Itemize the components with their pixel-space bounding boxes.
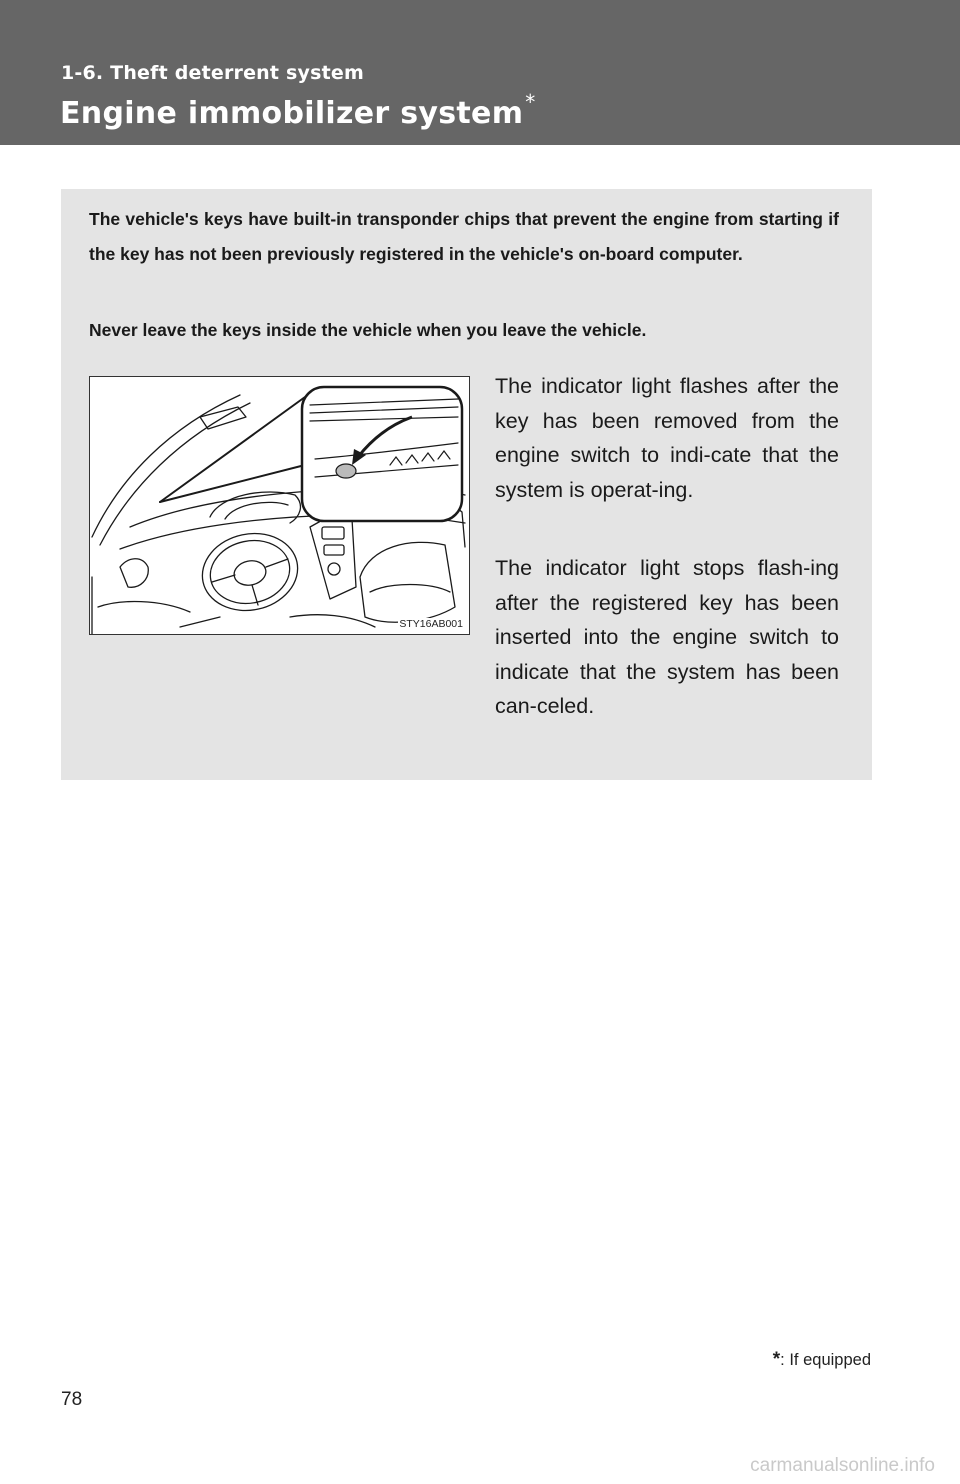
page-title xyxy=(60,90,536,131)
page-number: 78 xyxy=(61,1389,83,1410)
indicator-flash-paragraph: The indicator light flashes after the key has been removed from the engine switch to indi-cate that the system is operat-ing. xyxy=(495,374,839,502)
a-pillar xyxy=(92,395,240,537)
seat xyxy=(360,542,455,622)
figure-code: STY16AB001 xyxy=(399,618,463,630)
callout-line-bottom xyxy=(160,465,305,502)
footnote-mark: * xyxy=(772,1349,781,1370)
title-asterisk: * xyxy=(525,90,536,114)
footnote-text: : If equipped xyxy=(780,1351,871,1369)
center-console xyxy=(310,517,356,599)
steering-wheel xyxy=(195,525,305,619)
footnote xyxy=(773,1349,871,1371)
dashboard-drawing xyxy=(90,377,469,634)
page-title-text: Engine immobilizer system xyxy=(60,96,524,131)
callout-bubble xyxy=(302,387,462,521)
section-label: 1-6. Theft deterrent system xyxy=(61,62,364,84)
warning-paragraph: Never leave the keys inside the vehicle when you leave the vehicle. xyxy=(89,320,647,340)
indicator-stop-paragraph: The indicator light stops flash-ing after the registered key has been inserted into the engine switch to indicate that the system has been can-celed. xyxy=(495,556,839,718)
intro-paragraph: The vehicle's keys have built-in transponder chips that prevent the engine from starting if the key has not been previously registered in the vehicle's on-board computer. xyxy=(89,209,839,264)
indicator-light-icon xyxy=(336,464,356,478)
watermark: carmanualsonline.info xyxy=(750,1455,935,1476)
dashboard-illustration xyxy=(89,376,470,635)
